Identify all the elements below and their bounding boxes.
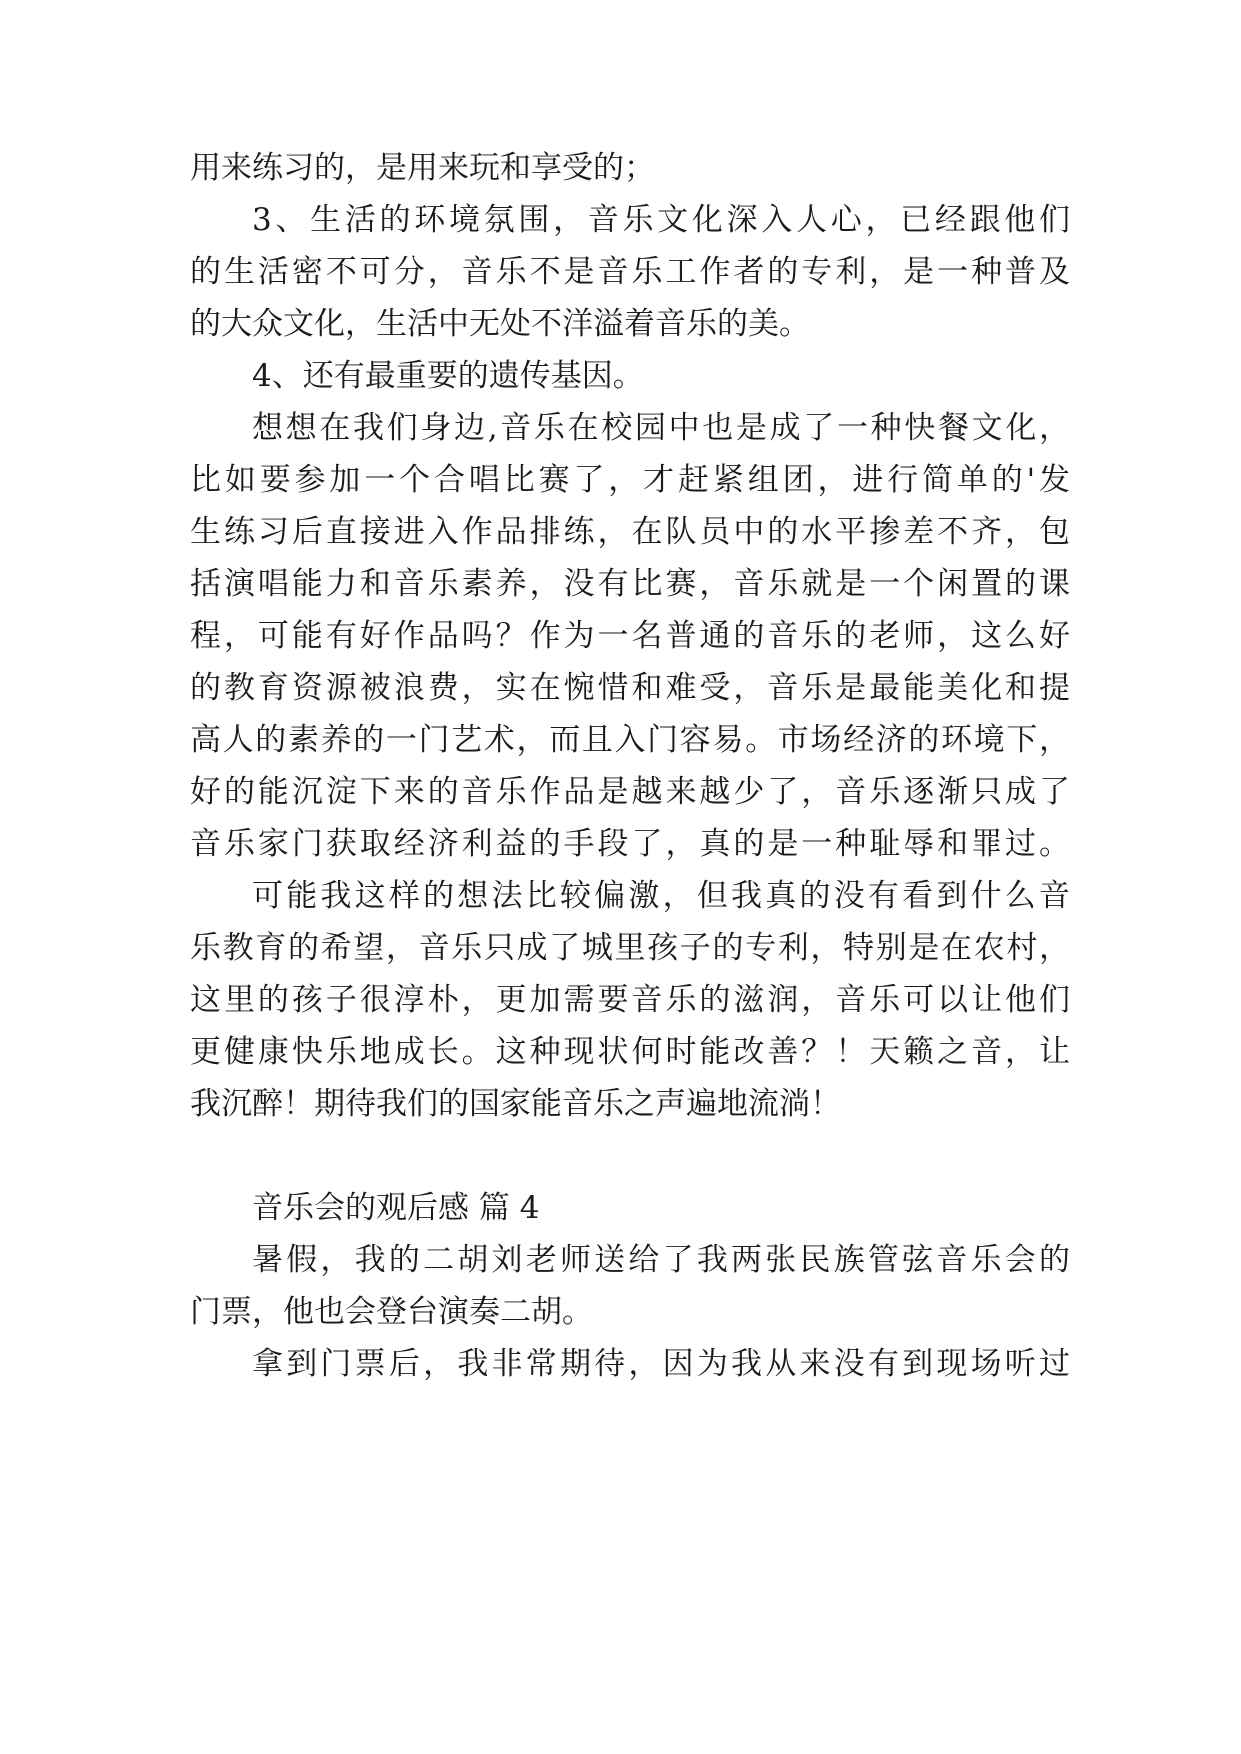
text-line: 生练习后直接进入作品排练，在队员中的水平掺差不齐，包 <box>190 514 1070 550</box>
text-line: 的教育资源被浪费，实在惋惜和难受，音乐是最能美化和提 <box>190 670 1070 706</box>
text-line: 这里的孩子很淳朴，更加需要音乐的滋润，音乐可以让他们 <box>190 982 1070 1018</box>
paragraph-start-line: 拿到门票后，我非常期待，因为我从来没有到现场听过 <box>252 1346 1070 1382</box>
text-line: 音乐家门获取经济利益的手段了，真的是一种耻辱和罪过。 <box>190 826 1070 862</box>
paragraph-start-line: 4、还有最重要的遗传基因。 <box>252 358 644 394</box>
paragraph-start-line: 可能我这样的想法比较偏激，但我真的没有看到什么音 <box>252 878 1070 914</box>
text-line: 我沉醉！期待我们的国家能音乐之声遍地流淌！ <box>190 1086 841 1122</box>
text-line: 好的能沉淀下来的音乐作品是越来越少了，音乐逐渐只成了 <box>190 774 1070 810</box>
text-line: 程，可能有好作品吗？作为一名普通的音乐的老师，这么好 <box>190 618 1070 654</box>
paragraph-start-line: 3、生活的环境氛围，音乐文化深入人心，已经跟他们 <box>252 202 1070 238</box>
text-line: 更健康快乐地成长。这种现状何时能改善？！天籁之音，让 <box>190 1034 1070 1070</box>
text-line: 括演唱能力和音乐素养，没有比赛，音乐就是一个闲置的课 <box>190 566 1070 602</box>
paragraph-start-line: 想想在我们身边,音乐在校园中也是成了一种快餐文化， <box>252 410 1070 446</box>
text-line: 用来练习的，是用来玩和享受的； <box>190 150 655 186</box>
text-line: 高人的素养的一门艺术，而且入门容易。市场经济的环境下， <box>190 722 1070 758</box>
text-line: 门票，他也会登台演奏二胡。 <box>190 1294 593 1330</box>
text-line: 比如要参加一个合唱比赛了，才赶紧组团，进行简单的'发 <box>190 462 1070 498</box>
section-heading: 音乐会的观后感 篇 4 <box>252 1190 540 1226</box>
paragraph-start-line: 暑假，我的二胡刘老师送给了我两张民族管弦音乐会的 <box>252 1242 1070 1278</box>
text-line: 的生活密不可分，音乐不是音乐工作者的专利，是一种普及 <box>190 254 1070 290</box>
text-line: 乐教育的希望，音乐只成了城里孩子的专利，特别是在农村， <box>190 930 1070 966</box>
text-line: 的大众文化，生活中无处不洋溢着音乐的美。 <box>190 306 810 342</box>
